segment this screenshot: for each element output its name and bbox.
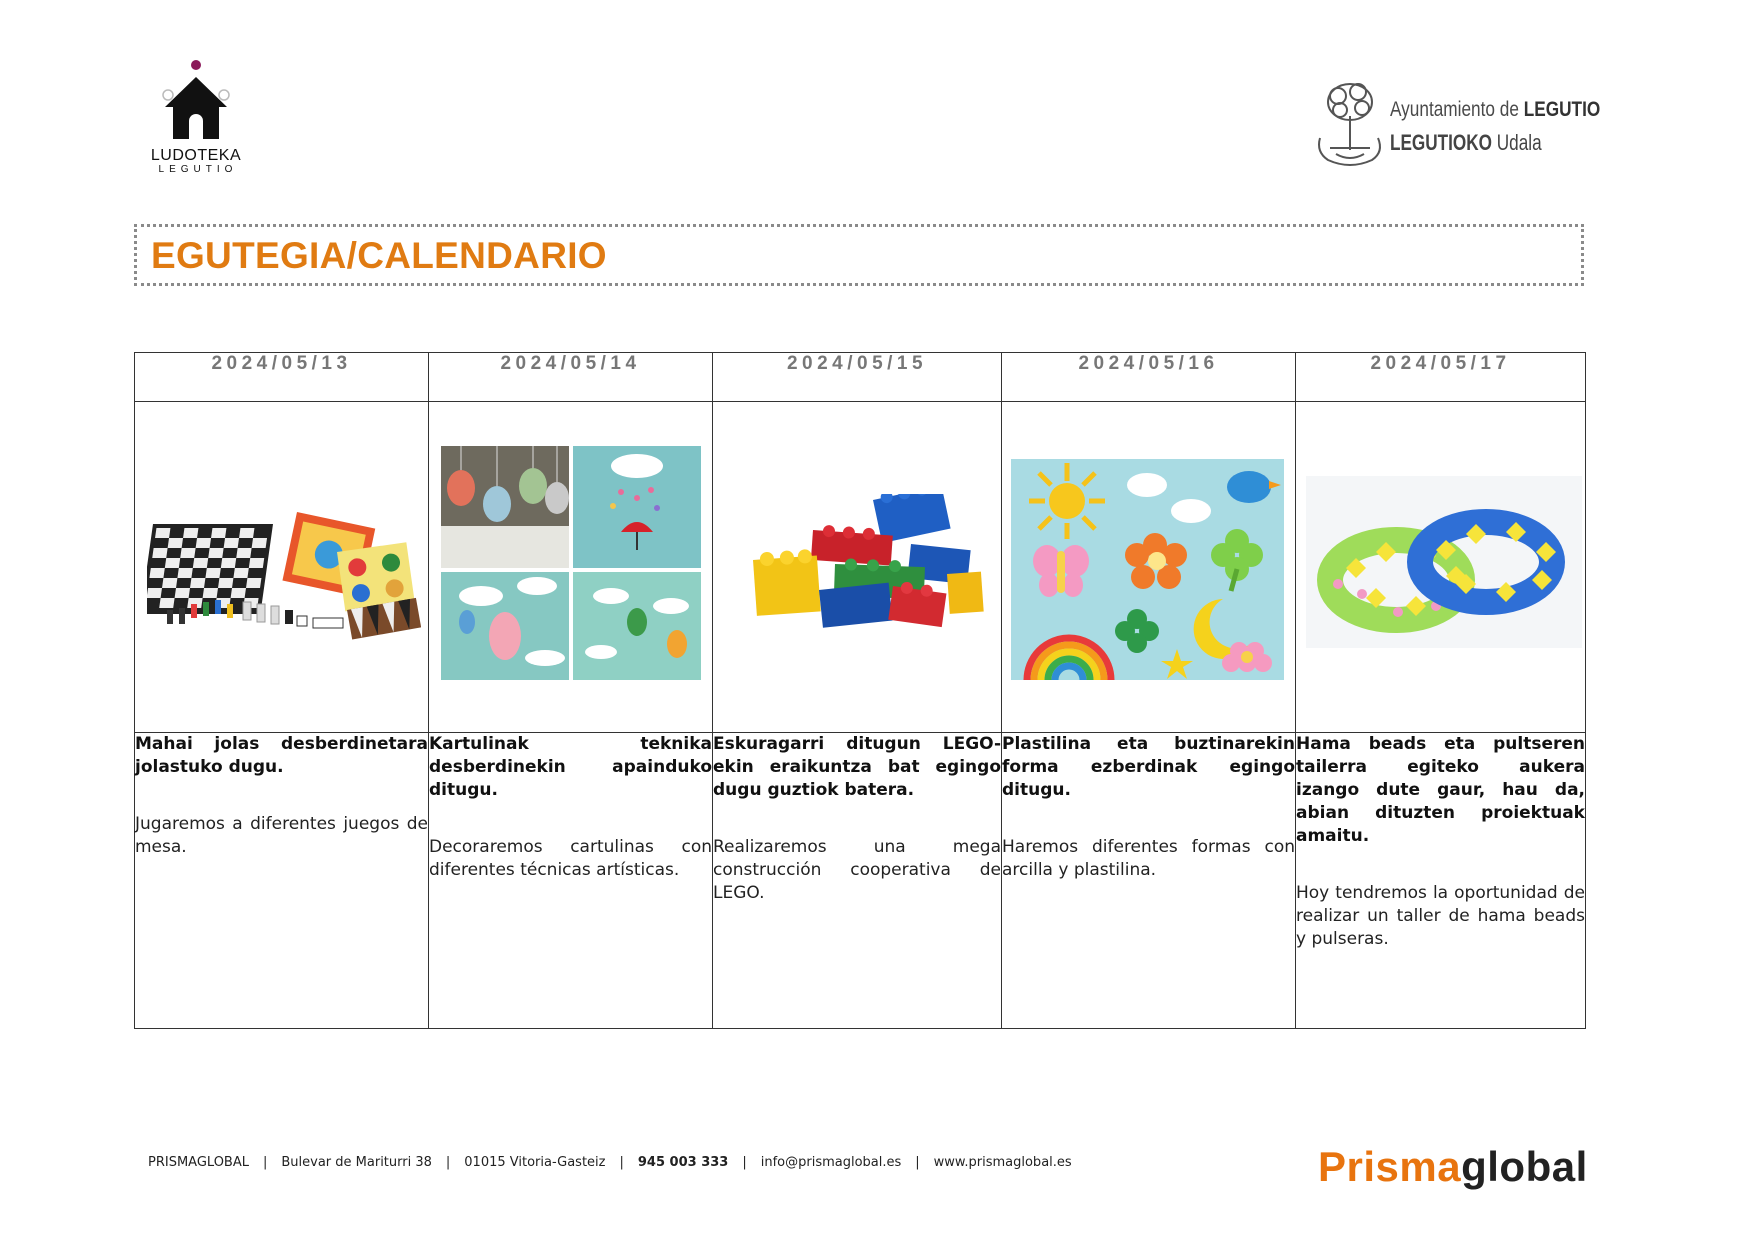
activity-spanish: Jugaremos a diferentes juegos de mesa. bbox=[135, 814, 428, 857]
day-text-cell bbox=[135, 733, 429, 1029]
udala-town: LEGUTIOKO bbox=[1390, 130, 1493, 155]
image-cell bbox=[1002, 402, 1296, 733]
date-cell: 2024/05/14 bbox=[429, 353, 713, 402]
calendar-table bbox=[134, 352, 1586, 1029]
ayuntamiento-town: LEGUTIO bbox=[1523, 98, 1601, 121]
footer-city: 01015 Vitoria-Gasteiz bbox=[464, 1155, 606, 1170]
activity-basque: Plastilina eta buztinarekin forma ezberdinak egingo ditugu. bbox=[1002, 734, 1295, 800]
activity-spanish: Haremos diferentes formas con arcilla y plastilina. bbox=[1002, 837, 1295, 880]
footer-separator: | bbox=[619, 1155, 624, 1170]
title-box bbox=[134, 224, 1584, 286]
footer-separator: | bbox=[262, 1155, 268, 1170]
text-row bbox=[135, 733, 1586, 1029]
footer-company: PRISMAGLOBAL bbox=[148, 1155, 249, 1170]
day-text-cell bbox=[1296, 733, 1586, 1029]
ludoteka-logo bbox=[150, 55, 242, 183]
image-cell bbox=[429, 402, 713, 733]
image-cell bbox=[135, 402, 429, 733]
image-cell bbox=[1296, 402, 1586, 733]
footer-contact bbox=[148, 1155, 1072, 1170]
footer-phone[interactable]: 945 003 333 bbox=[637, 1155, 729, 1170]
image-row bbox=[135, 402, 1586, 733]
activity-spanish: Decoraremos cartulinas con diferentes técnicas artísticas. bbox=[429, 837, 712, 880]
date-cell: 2024/05/13 bbox=[135, 353, 429, 402]
hama-beads-bracelets-image bbox=[1306, 476, 1582, 648]
udala-word: Udala bbox=[1496, 130, 1542, 155]
lego-bricks-image bbox=[723, 494, 991, 644]
ludoteka-name: LUDOTEKA bbox=[150, 147, 242, 164]
tree-emblem-icon bbox=[1310, 78, 1388, 174]
date-cell: 2024/05/17 bbox=[1296, 353, 1586, 402]
activity-basque: Kartulinak teknika desberdinekin apainduko ditugu. bbox=[429, 734, 712, 800]
footer-separator: | bbox=[915, 1155, 920, 1170]
day-text-cell bbox=[713, 733, 1002, 1029]
activity-spanish: Realizaremos una mega construcción cooperativa de LEGO. bbox=[713, 837, 1001, 903]
footer-separator: | bbox=[445, 1155, 451, 1170]
prismaglobal-logo bbox=[1318, 1143, 1588, 1191]
footer-separator: | bbox=[742, 1155, 747, 1170]
footer-web[interactable]: www.prismaglobal.es bbox=[933, 1155, 1072, 1170]
house-icon bbox=[151, 55, 241, 145]
ayuntamiento-logo bbox=[1310, 78, 1630, 176]
day-text-cell bbox=[429, 733, 713, 1029]
date-cell: 2024/05/15 bbox=[713, 353, 1002, 402]
activity-basque: Eskuragarri ditugun LEGO-ekin eraikuntza bat egingo dugu guztiok batera. bbox=[713, 734, 1001, 800]
activity-basque: Hama beads eta pultseren tailerra egiteko aukera izango dute gaur, hau da, abian dituzten proiektuak amaitu. bbox=[1296, 734, 1585, 846]
prismaglobal-logo-part1: Prisma bbox=[1318, 1143, 1462, 1190]
ludoteka-sub: LEGUTIO bbox=[158, 164, 238, 175]
image-cell bbox=[713, 402, 1002, 733]
clay-shapes-image bbox=[1011, 459, 1284, 680]
date-row bbox=[135, 353, 1586, 402]
date-cell: 2024/05/16 bbox=[1002, 353, 1296, 402]
activity-basque: Mahai jolas desberdinetara jolastuko dugu. bbox=[135, 734, 428, 777]
activity-spanish: Hoy tendremos la oportunidad de realizar un taller de hama beads y pulseras. bbox=[1296, 883, 1585, 949]
board-games-image bbox=[147, 492, 421, 647]
footer-email[interactable]: info@prismaglobal.es bbox=[760, 1155, 902, 1170]
day-text-cell bbox=[1002, 733, 1296, 1029]
footer-address: Bulevar de Mariturri 38 bbox=[281, 1155, 432, 1170]
prismaglobal-logo-part2: global bbox=[1461, 1143, 1588, 1190]
ayuntamiento-prefix: Ayuntamiento de bbox=[1390, 98, 1519, 121]
paper-crafts-image bbox=[441, 446, 701, 680]
page-title: EGUTEGIA/CALENDARIO bbox=[151, 235, 607, 276]
